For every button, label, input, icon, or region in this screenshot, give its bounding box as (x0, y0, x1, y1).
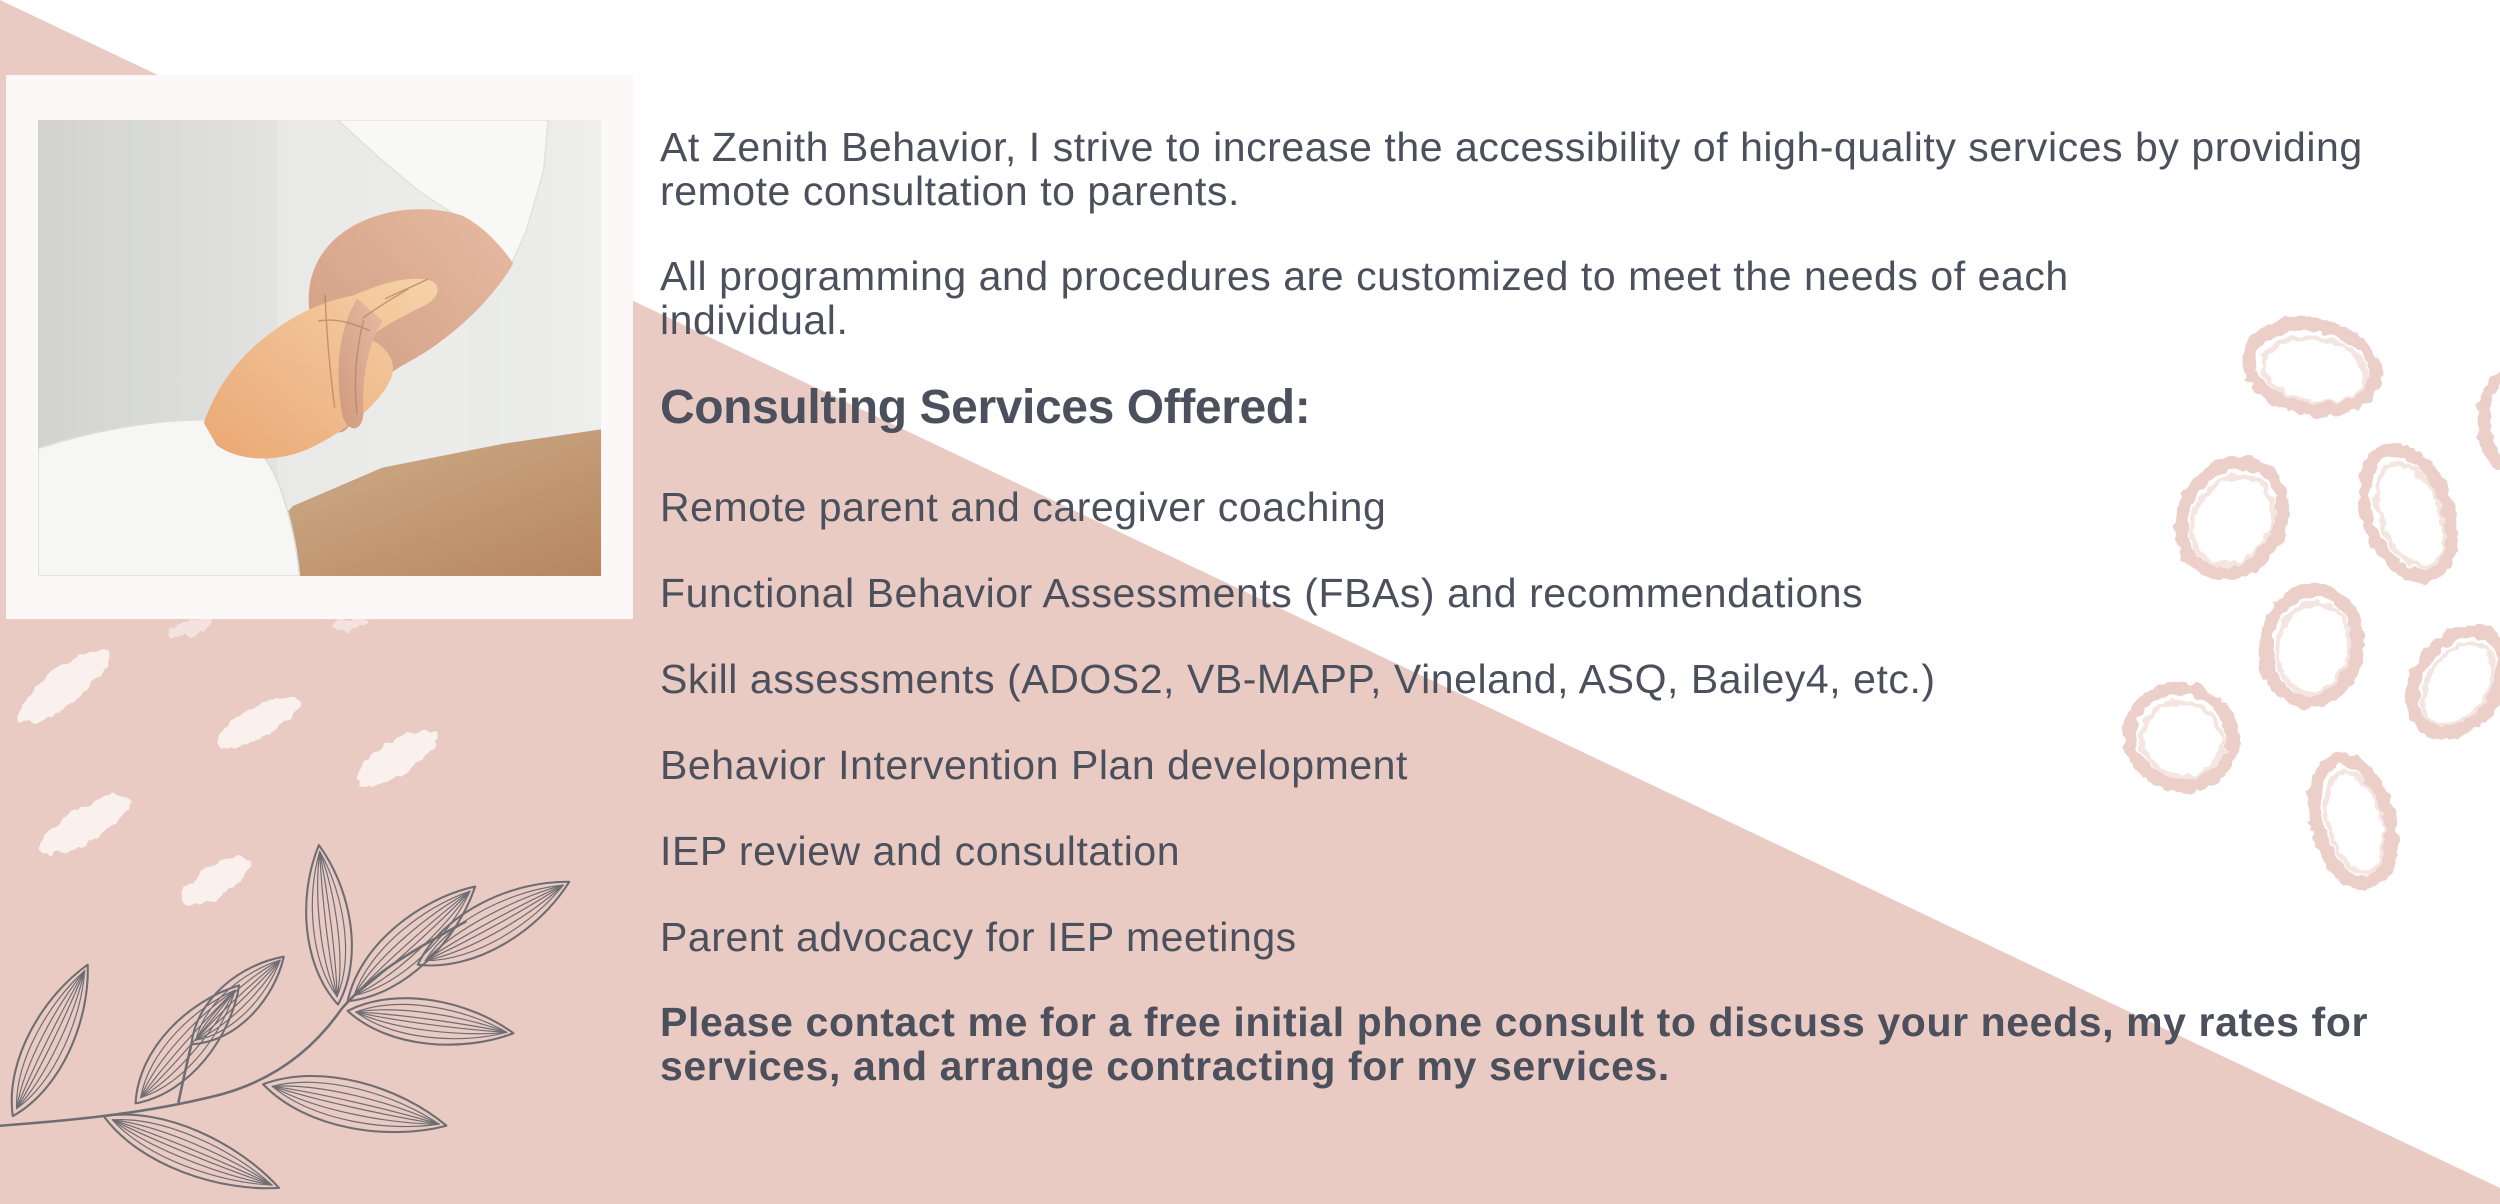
service-item-bip-development: Behavior Intervention Plan development (660, 742, 1408, 788)
leaf (12, 965, 88, 1116)
leaf-branch-stalk (179, 1044, 192, 1101)
leaf (418, 882, 569, 966)
service-item-iep-review: IEP review and consultation (660, 828, 1181, 874)
intro-paragraph-1-line-1: At Zenith Behavior, I strive to increase the accessibility of high-quality services by providing (660, 124, 2363, 170)
leaf (306, 845, 352, 1004)
intro-paragraph-1-line-2: remote consultation to parents. (660, 168, 1240, 214)
leaf-vein (272, 1086, 439, 1124)
leaf-vein (272, 1086, 439, 1126)
brush-ring (2393, 613, 2500, 751)
intro-paragraph-2-line-1: All programming and procedures are customized to meet the needs of each (660, 253, 2069, 299)
contact-note-line-1: Please contact me for a free initial phone consult to discuss your needs, my rates for (660, 999, 2369, 1045)
service-item-fba: Functional Behavior Assessments (FBAs) and recommendations (660, 570, 1864, 616)
services-list (660, 485, 1936, 1001)
leaf-branch-illustration (0, 829, 574, 1204)
leaves (12, 845, 570, 1188)
service-item-iep-advocacy: Parent advocacy for IEP meetings (660, 914, 1297, 960)
intro-paragraph-2 (660, 254, 2069, 342)
brush-ring (2116, 674, 2247, 800)
brush-ring (2348, 437, 2468, 588)
service-item-parent-coaching: Remote parent and caregiver coaching (660, 484, 1387, 530)
brush-ring (2484, 376, 2500, 464)
services-heading: Consulting Services Offered: (660, 381, 1311, 434)
leaf (348, 998, 514, 1045)
holding-hands-photo (38, 120, 601, 576)
photo-frame (6, 75, 633, 619)
leaf-vein (272, 1086, 439, 1124)
contact-note-line-2: services, and arrange contracting for my services. (660, 1043, 1670, 1089)
leaf-outline (418, 882, 569, 966)
brush-ring (2161, 444, 2302, 592)
leaf-vein (272, 1086, 439, 1124)
contact-note (660, 1000, 2368, 1088)
pink-brush-rings (2116, 315, 2500, 893)
service-item-skill-assessments: Skill assessments (ADOS2, VB-MAPP, Vineland, ASQ, Bailey4, etc.) (660, 656, 1936, 702)
brush-ring (2302, 750, 2405, 892)
brush-ring (2257, 583, 2367, 709)
leaf (104, 1115, 279, 1189)
brush-ring (2242, 315, 2383, 420)
intro-paragraph-1 (660, 125, 2363, 213)
intro-paragraph-2-line-2: individual. (660, 297, 849, 343)
leaf (263, 1076, 446, 1132)
holding-hands-photo-art (38, 120, 601, 576)
leaf-vein (272, 1086, 439, 1124)
